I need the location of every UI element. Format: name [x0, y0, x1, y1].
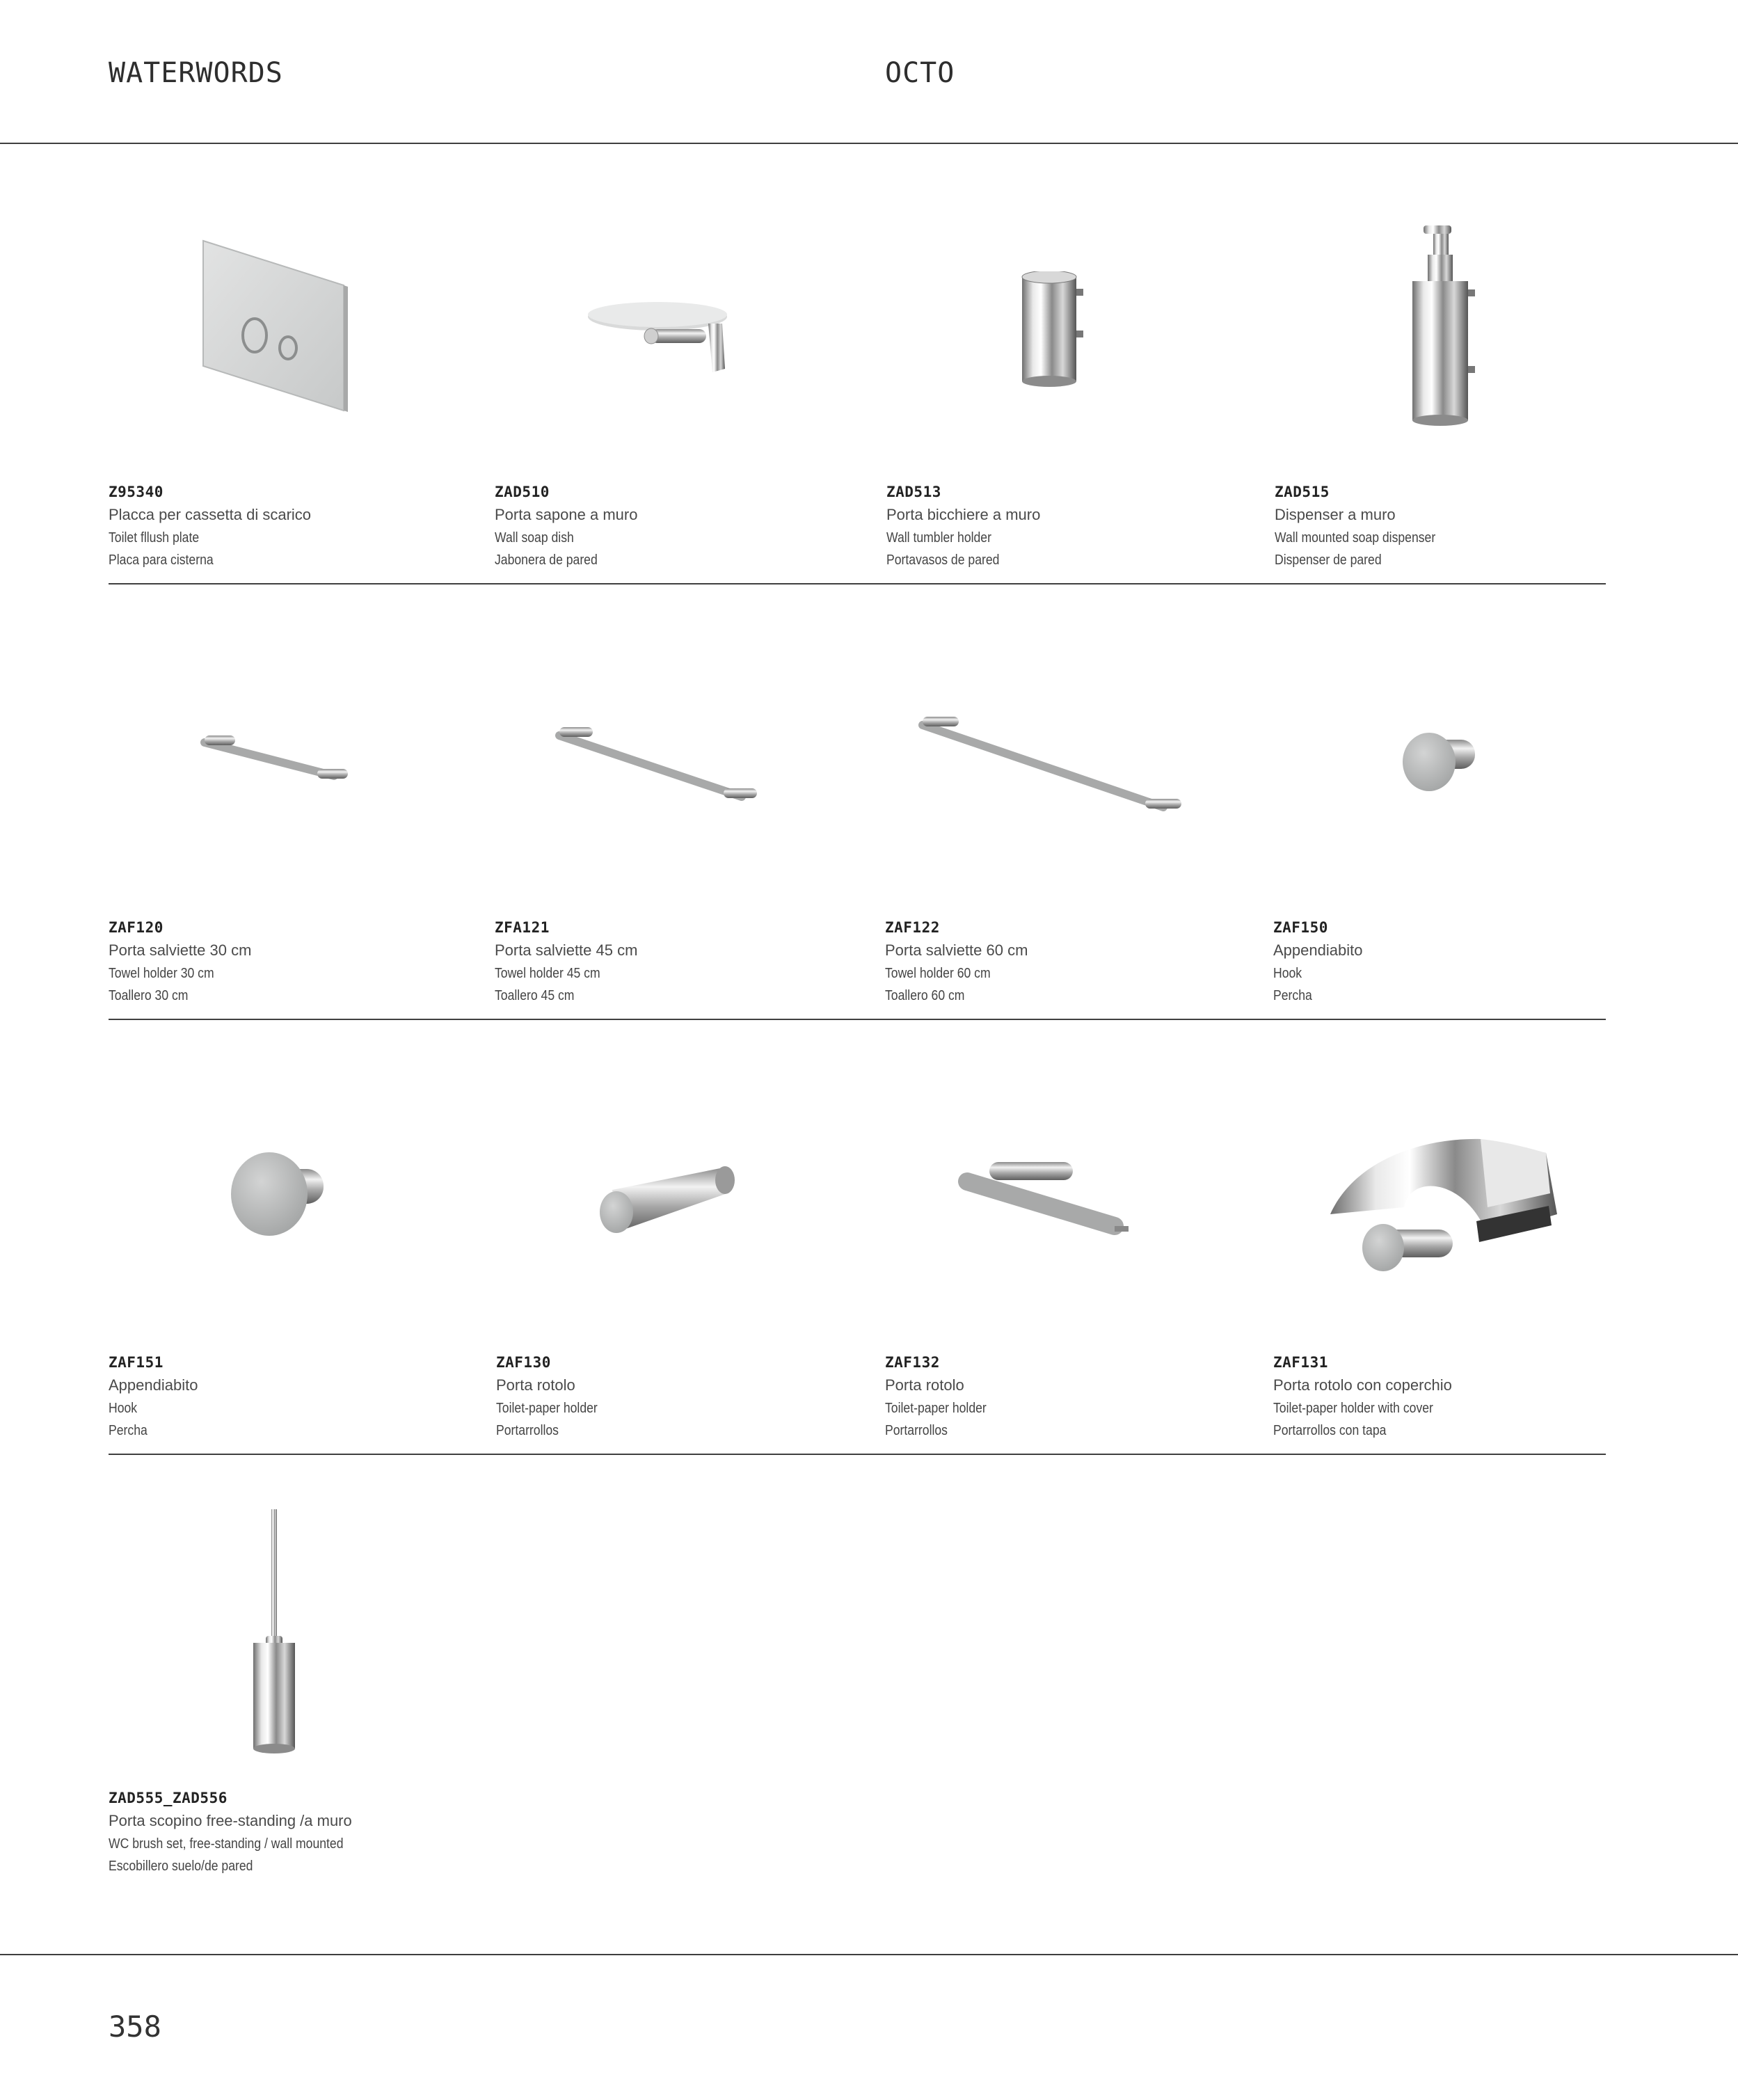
product-code: Z95340 [109, 484, 164, 500]
soap-dispenser-image [1398, 221, 1489, 430]
product-name-en: Hook [1273, 966, 1302, 981]
towel-holder-30-image [195, 727, 362, 790]
product-code: ZAF130 [496, 1354, 551, 1371]
product-card [1273, 1354, 1635, 1445]
product-card [496, 1354, 858, 1445]
product-name-en: Toilet-paper holder with cover [1273, 1401, 1433, 1416]
product-code: ZAD510 [495, 484, 550, 500]
product-card [1273, 919, 1635, 1010]
product-name-it: Dispenser a muro [1275, 506, 1396, 523]
paper-holder-cover-image [1328, 1131, 1557, 1291]
product-card [1275, 484, 1636, 575]
product-card [109, 1354, 470, 1445]
page-number: 358 [109, 2010, 161, 2044]
product-code: ZAD555_ZAD556 [109, 1790, 228, 1806]
hook-large-image [226, 1148, 330, 1246]
product-name-it: Appendiabito [1273, 941, 1363, 959]
product-card [109, 484, 470, 575]
product-code: ZAD513 [886, 484, 941, 500]
product-name-es: Toallero 45 cm [495, 988, 575, 1003]
product-code: ZAD515 [1275, 484, 1330, 500]
product-code: ZAF120 [109, 919, 164, 936]
hook-image [1398, 727, 1489, 797]
product-card [885, 919, 1247, 1010]
row-divider [109, 1454, 1606, 1455]
row-divider [109, 1019, 1606, 1020]
product-name-es: Percha [1273, 988, 1312, 1003]
product-name-it: Porta sapone a muro [495, 506, 638, 523]
product-code: ZAF151 [109, 1354, 164, 1371]
product-card [886, 484, 1248, 575]
brand-title: WATERWORDS [109, 57, 283, 89]
product-name-en: WC brush set, free-standing / wall mounted [109, 1836, 344, 1852]
product-name-it: Porta salviette 60 cm [885, 941, 1028, 959]
soap-dish-image [584, 296, 744, 379]
product-card [109, 919, 470, 1010]
product-name-es: Portarrollos con tapa [1273, 1423, 1387, 1438]
product-name-en: Towel holder 45 cm [495, 966, 600, 981]
product-code: ZAF132 [885, 1354, 940, 1371]
product-name-es: Escobillero suelo/de pared [109, 1859, 253, 1874]
paper-holder-open-image [953, 1148, 1141, 1252]
product-name-en: Wall mounted soap dispenser [1275, 530, 1436, 546]
product-name-en: Toilet-paper holder [885, 1401, 987, 1416]
product-name-it: Porta rotolo [885, 1376, 964, 1394]
product-name-en: Toilet-paper holder [496, 1401, 598, 1416]
towel-holder-45-image [550, 720, 772, 811]
flush-plate-image [195, 237, 355, 417]
product-name-en: Towel holder 30 cm [109, 966, 214, 981]
product-name-it: Porta scopino free-standing /a muro [109, 1812, 352, 1829]
tumbler-holder-image [1012, 271, 1089, 390]
product-name-it: Placca per cassetta di scarico [109, 506, 312, 523]
product-name-es: Percha [109, 1423, 148, 1438]
product-name-es: Jabonera de pared [495, 552, 598, 568]
product-name-it: Porta bicchiere a muro [886, 506, 1041, 523]
paper-holder-image [591, 1162, 744, 1246]
product-name-it: Porta salviette 45 cm [495, 941, 638, 959]
product-card [885, 1354, 1247, 1445]
product-name-en: Towel holder 60 cm [885, 966, 991, 981]
product-name-it: Porta rotolo con coperchio [1273, 1376, 1452, 1394]
product-card [495, 484, 856, 575]
product-name-en: Hook [109, 1401, 138, 1416]
product-name-en: Wall soap dish [495, 530, 574, 546]
product-code: ZAF150 [1273, 919, 1328, 936]
product-name-es: Portarrollos [885, 1423, 948, 1438]
product-name-es: Portarrollos [496, 1423, 559, 1438]
product-name-es: Toallero 60 cm [885, 988, 965, 1003]
product-card [109, 1790, 470, 1881]
wc-brush-image [244, 1506, 306, 1760]
product-code: ZAF131 [1273, 1354, 1328, 1371]
collection-title: OCTO [885, 57, 955, 89]
product-name-es: Placa para cisterna [109, 552, 214, 568]
footer-divider [0, 1954, 1738, 1955]
product-name-it: Appendiabito [109, 1376, 198, 1394]
header-divider [0, 143, 1738, 144]
product-name-en: Wall tumbler holder [886, 530, 991, 546]
product-code: ZAF122 [885, 919, 940, 936]
product-name-es: Portavasos de pared [886, 552, 1000, 568]
row-divider [109, 583, 1606, 584]
product-card [495, 919, 856, 1010]
product-name-en: Toilet fllush plate [109, 530, 200, 546]
product-name-it: Porta salviette 30 cm [109, 941, 252, 959]
product-name-es: Dispenser de pared [1275, 552, 1382, 568]
product-name-it: Porta rotolo [496, 1376, 575, 1394]
towel-holder-60-image [913, 710, 1191, 821]
product-code: ZFA121 [495, 919, 550, 936]
product-name-es: Toallero 30 cm [109, 988, 189, 1003]
